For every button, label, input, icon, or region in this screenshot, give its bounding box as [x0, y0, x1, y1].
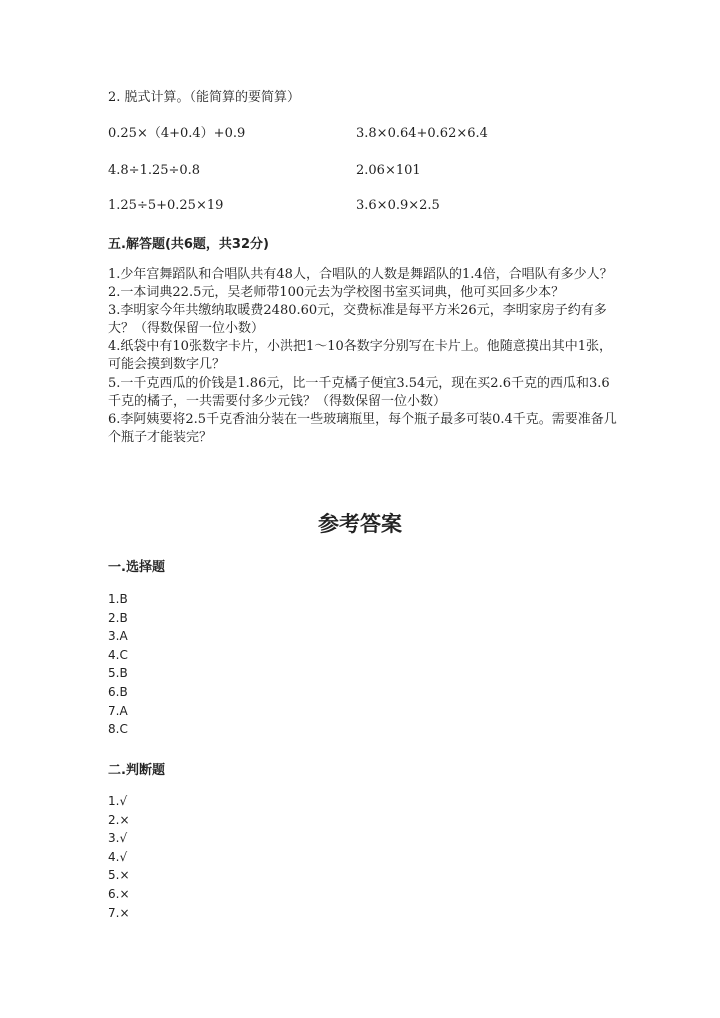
calc-expression: 1.25÷5+0.25×19 [108, 198, 224, 213]
answer-item: 1.B [108, 592, 128, 606]
answer-item: 7.A [108, 703, 128, 718]
calc-expression: 3.8×0.64+0.62×6.4 [356, 126, 488, 141]
problem-list [108, 266, 618, 447]
judge-answer-list [108, 792, 130, 922]
section5-heading: 五.解答题(共6题，共32分) [108, 237, 269, 252]
answer-item: 3.A [108, 629, 128, 644]
choice-heading: 一.选择题 [108, 560, 165, 575]
answer-item: 3.√ [108, 831, 128, 846]
answer-item: 4.√ [108, 849, 128, 864]
section2-heading: 2. 脱式计算。（能简算的要简算） [108, 90, 301, 105]
answer-item: 4.C [108, 647, 128, 662]
calc-expression: 2.06×101 [356, 163, 421, 178]
answer-item: 6.× [108, 886, 130, 901]
answer-item: 7.× [108, 905, 130, 920]
answer-item: 2.B [108, 610, 128, 625]
judge-heading: 二.判断题 [108, 763, 165, 778]
answer-item: 5.B [108, 666, 128, 681]
answer-item: 8.C [108, 722, 128, 737]
choice-answer-list [108, 590, 128, 739]
calc-expression: 0.25×（4+0.4）+0.9 [108, 126, 246, 141]
problem-item: 1.少年宫舞蹈队和合唱队共有48人，合唱队的人数是舞蹈队的1.4倍，合唱队有多少人？ [108, 267, 613, 282]
problem-item: 6.李阿姨要将2.5千克香油分装在一些玻璃瓶里，每个瓶子最多可装0.4千克。需要准备几个瓶子才能装完？ [108, 411, 617, 445]
problem-item: 5.一千克西瓜的价钱是1.86元，比一千克橘子便宜3.54元，现在买2.6千克的西瓜和3.6千克的橘子，一共需要付多少元钱？（得数保留一位小数） [108, 375, 610, 409]
answers-title: 参考答案 [318, 512, 402, 536]
problem-item: 4.纸袋中有10张数字卡片，小洪把1～10各数字分别写在卡片上。他随意摸出其中1张，可能会摸到数字几？ [108, 339, 613, 373]
problem-item: 3.李明家今年共缴纳取暖费2480.60元，交费标准是每平方米26元，李明家房子约有多大？（得数保留一位小数） [108, 303, 607, 337]
answer-item: 1.√ [108, 794, 128, 808]
calc-expression: 3.6×0.9×2.5 [356, 198, 440, 213]
answer-item: 2.× [108, 812, 130, 827]
answer-item: 5.× [108, 868, 130, 883]
answer-item: 6.B [108, 684, 128, 699]
calc-expression: 4.8÷1.25÷0.8 [108, 163, 201, 178]
problem-item: 2.一本词典22.5元，吴老师带100元去为学校图书室买词典，他可买回多少本？ [108, 285, 565, 301]
